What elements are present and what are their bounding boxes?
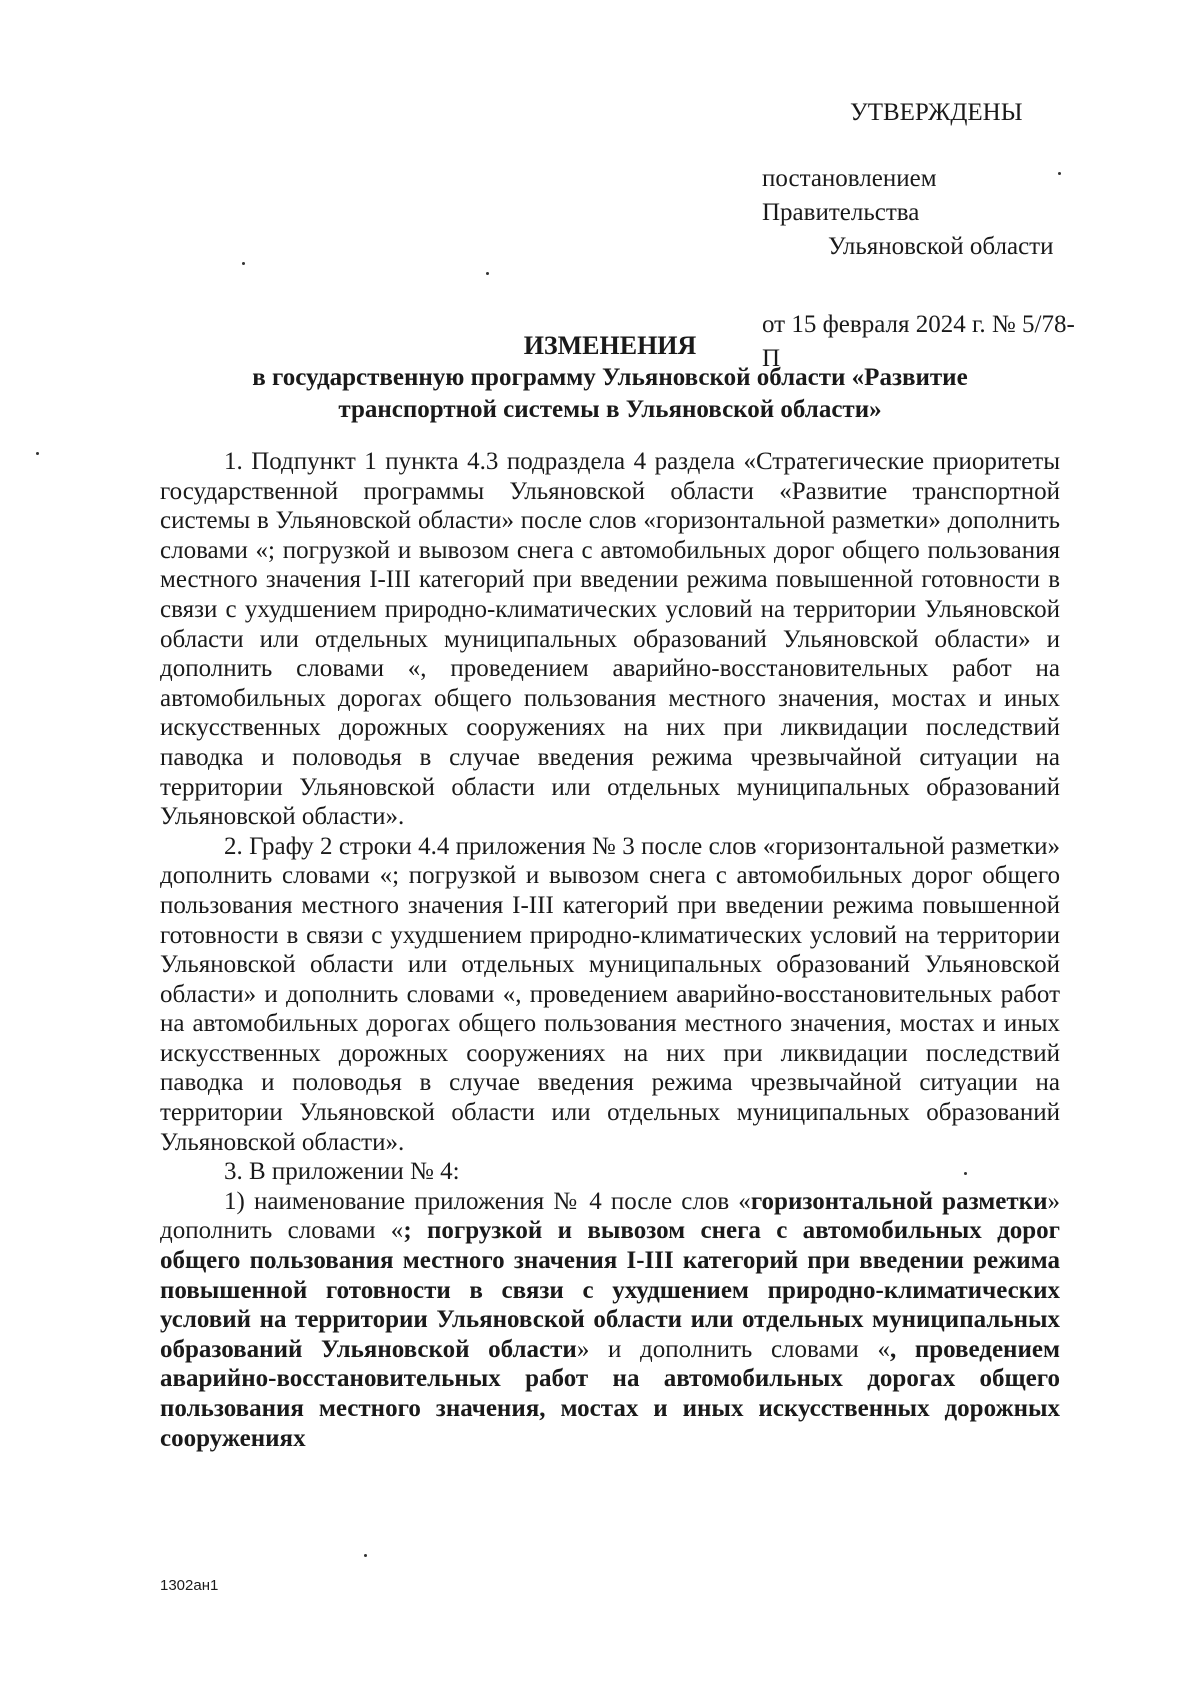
approval-line-1: постановлением Правительства (762, 165, 937, 226)
paragraph-1: 1. Подпункт 1 пункта 4.3 подраздела 4 раздела «Стратегические приоритеты государственной программы Ульяновской области «Развитие транспортной системы в Ульяновской области» после слов «горизонтальной разметки» дополнить словами «; погрузкой и вывозом снега с автомобильных дорог общего пользования местного значения I-III категорий при введении режима повышенной готовности в связи с ухудшением природно-климатических условий на территории Ульяновской области или отдельных муниципальных образований Ульяновской области» и дополнить словами «, проведением аварийно-восстановительных работ на автомобильных дорогах общего пользования местного значения, мостах и иных искусственных дорожных сооружениях на них при ликвидации последствий паводка и половодья в случае введения режима чрезвычайной ситуации на территории Ульяновской области или отдельных муниципальных образований Ульяновской области». (160, 448, 1060, 831)
document-heading (160, 330, 1060, 426)
approval-date-number: от 15 февраля 2024 г. № 5/78-П (762, 311, 1075, 372)
paragraph-2: 2. Графу 2 строки 4.4 приложения № 3 после слов «горизонтальной разметки» дополнить словами «; погрузкой и вывозом снега с автомобильных дорог общего пользования местного значения I-III категорий при введении режима повышенной готовности в связи с ухудшением природно-климатических условий на территории Ульяновской области или отдельных муниципальных образований Ульяновской области» и дополнить словами «, проведением аварийно-восстановительных работ на автомобильных дорогах общего пользования местного значения, мостах и иных искусственных дорожных сооружениях на них при ликвидации последствий паводка и половодья в случае введения режима чрезвычайной ситуации на территории Ульяновской области или отдельных муниципальных образований Ульяновской области». (160, 832, 1060, 1156)
scan-speck (486, 272, 489, 275)
document-title: ИЗМЕНЕНИЯ (523, 331, 697, 360)
document-code: 1302ан1 (160, 1577, 219, 1594)
approval-line-2: Ульяновской области (828, 233, 1054, 260)
paragraph-4-bold-d: ; погрузкой и вывозом снега с автомобильных дорог общего пользования местного значения I-III категорий при введении режима повышенной готовности в связи с ухудшением природно-климатических условий на территории Ульяновской области или отдельных муниципальных образований Ульяновской области (160, 1217, 1060, 1363)
paragraph-4-part-c: » дополнить словами « (160, 1187, 1060, 1245)
approval-stamp: УТВЕРЖДЕНЫ (850, 99, 1023, 126)
scan-speck (242, 262, 245, 265)
paragraph-4-part-e: » и дополнить словами « (576, 1335, 890, 1363)
paragraph-4 (160, 1187, 1060, 1453)
document-subtitle-line-1: в государственную программу Ульяновской области «Развитие (252, 364, 968, 391)
scan-speck (964, 1172, 967, 1175)
paragraph-3: 3. В приложении № 4: (224, 1158, 460, 1186)
document-subtitle-line-2: транспортной системы в Ульяновской области» (338, 396, 882, 423)
document-body (160, 447, 1060, 1453)
paragraph-4-bold-f: , проведением аварийно-восстановительных работ на автомобильных дорогах общего пользования местного значения, мостах и иных искусственных дорожных сооружениях (160, 1335, 1060, 1452)
scan-speck (1058, 172, 1061, 175)
paragraph-4-part-a: 1) наименование приложения № 4 после слов « (224, 1187, 751, 1215)
scan-speck (364, 1554, 367, 1557)
scan-speck (36, 452, 39, 455)
paragraph-4-bold-b: горизонтальной разметки (750, 1187, 1048, 1215)
